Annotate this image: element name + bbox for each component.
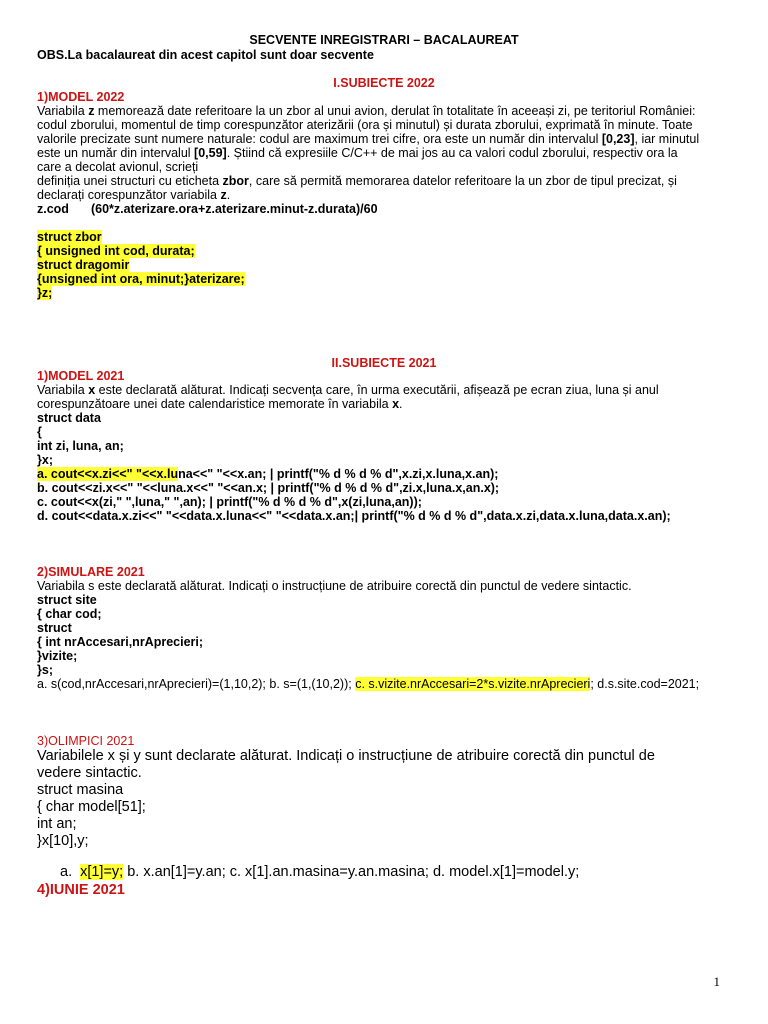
- option-d: d. cout<<data.x.zi<<" "<<data.x.luna<<" "<<data.x.an;| printf("% d % d % d",data.x.zi,data.x.luna,data.x.an);: [37, 509, 671, 523]
- code-line: struct site: [37, 593, 97, 607]
- code-line: {: [37, 425, 42, 439]
- document-title: SECVENTE INREGISTRARI – BACALAUREAT: [249, 33, 519, 47]
- code-line: }vizite;: [37, 649, 78, 663]
- option-b: b. cout<<zi.x<<" "<<luna.x<<" "<<an.x; | printf("% d % d % d",zi.x,luna.x,an.x);: [37, 481, 500, 495]
- code-line: }s;: [37, 663, 53, 677]
- paragraph-line: este un număr din intervalul [0,59]. Știind că expresiile C/C++ de mai jos au ca valori codul zborului, respectiv ora la: [37, 146, 678, 160]
- code-line: struct dragomir: [37, 258, 130, 272]
- paragraph-line: vedere sintactic.: [37, 765, 142, 781]
- heading-model-2021: 1)MODEL 2021: [37, 369, 125, 383]
- code-line: struct zbor: [37, 230, 102, 244]
- expression-line: z.cod (60*z.aterizare.ora+z.aterizare.minut-z.durata)/60: [37, 202, 378, 216]
- paragraph-line: definiția unei structuri cu eticheta zbor, care să permită memorarea datelor referitoare la un zbor de tipul precizat, și: [37, 174, 677, 188]
- paragraph-line: Variabila z memorează date referitoare la un zbor al unui avion, derulat în totalitate în aceeași zi, pe teritoriul României:: [37, 104, 696, 118]
- section-title-2022: I.SUBIECTE 2022: [333, 76, 435, 90]
- paragraph-line: corespunzătoare unei date calendaristice memorate în variabila x.: [37, 397, 403, 411]
- page-number: 1: [713, 974, 720, 989]
- paragraph-line: valorile precizate sunt numere naturale: codul are maximum trei cifre, ora este un număr din intervalul [0,23], iar minutul: [37, 132, 700, 146]
- code-line: struct masina: [37, 782, 124, 798]
- options-line: a. x[1]=y; b. x.an[1]=y.an; c. x[1].an.masina=y.an.masina; d. model.x[1]=model.y;: [60, 864, 580, 880]
- heading-model-2022: 1)MODEL 2022: [37, 90, 125, 104]
- paragraph-line: declarați corespunzător variabila z.: [37, 188, 231, 202]
- code-line: {unsigned int ora, minut;}aterizare;: [37, 272, 245, 286]
- code-line: }z;: [37, 286, 53, 300]
- paragraph-line: codul zborului, momentul de timp corespunzător aterizării (ora și minutul) și durata zborului, exprimată în minute. Toate: [37, 118, 693, 132]
- paragraph-line: care a decolat avionul, scrieți: [37, 160, 199, 174]
- code-line: { unsigned int cod, durata;: [37, 244, 195, 258]
- paragraph-line: Variabila x este declarată alăturat. Indicați secvența care, în urma executării, afișează pe ecran ziua, luna și anul: [37, 383, 659, 397]
- code-line: { int nrAccesari,nrAprecieri;: [37, 635, 204, 649]
- paragraph-line: Variabila s este declarată alăturat. Indicați o instrucțiune de atribuire corectă din punctul de vedere sintactic.: [37, 579, 632, 593]
- option-a: a. cout<<x.zi<<" "<<x.luna<<" "<<x.an; | printf("% d % d % d",x.zi,x.luna,x.an);: [37, 467, 499, 481]
- section-title-2021: II.SUBIECTE 2021: [331, 356, 437, 370]
- code-line: struct data: [37, 411, 101, 425]
- options-line: a. s(cod,nrAccesari,nrAprecieri)=(1,10,2); b. s=(1,(10,2)); c. s.vizite.nrAccesari=2*s.vizite.nrAprecieri; d.s.site.cod=2021;: [37, 677, 700, 691]
- obs-note: OBS.La bacalaureat din acest capitol sunt doar secvente: [37, 48, 374, 62]
- code-line: { char cod;: [37, 607, 102, 621]
- heading-iunie-2021: 4)IUNIE 2021: [37, 882, 125, 898]
- code-line: }x;: [37, 453, 53, 467]
- code-line: }x[10],y;: [37, 833, 89, 849]
- option-c: c. cout<<x(zi," ",luna," ",an); | printf("% d % d % d",x(zi,luna,an));: [37, 495, 422, 509]
- code-line: struct: [37, 621, 72, 635]
- paragraph-line: Variabilele x și y sunt declarate alăturat. Indicați o instrucțiune de atribuire corectă din punctul de: [37, 748, 655, 764]
- code-line: int zi, luna, an;: [37, 439, 124, 453]
- heading-olimpici-2021: 3)OLIMPICI 2021: [37, 734, 135, 748]
- code-line: int an;: [37, 816, 77, 832]
- heading-simulare-2021: 2)SIMULARE 2021: [37, 565, 145, 579]
- code-line: { char model[51];: [37, 799, 146, 815]
